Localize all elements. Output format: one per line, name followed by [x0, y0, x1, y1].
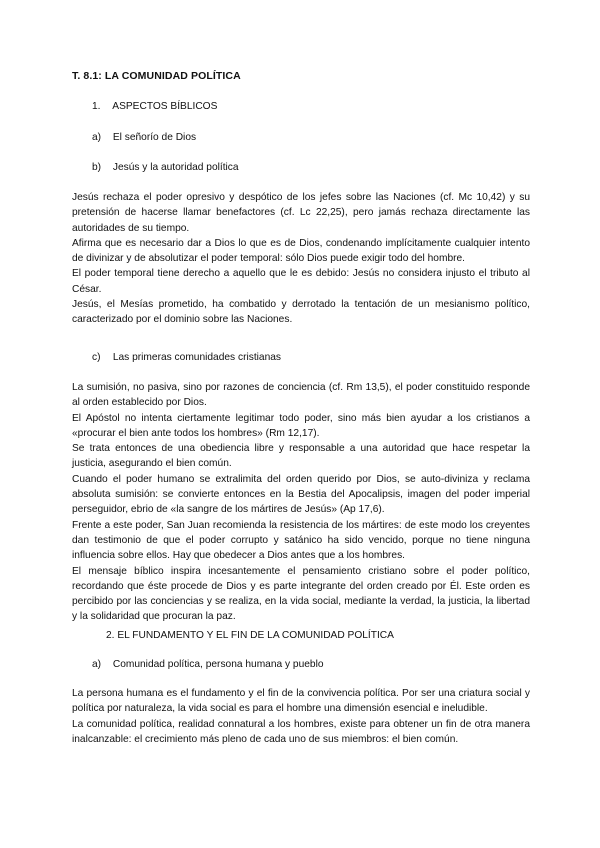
- paragraph: Afirma que es necesario dar a Dios lo que es de Dios, condenando implícitamente cualquier intento de divinizar y de absolutizar el poder temporal: sólo Dios puede exigir todo del hombre.: [72, 237, 530, 265]
- paragraph: El poder temporal tiene derecho a aquello que le es debido: Jesús no considera injusto el tributo al César.: [72, 268, 530, 295]
- paragraph: La persona humana es el fundamento y el fin de la convivencia política. Por ser una criatura social y política por naturaleza, la vida social es para el hombre una dimensión esencial e ineludible.: [72, 688, 530, 715]
- subheading-label: Jesús y la autoridad política: [112, 162, 239, 173]
- paragraph: Se trata entonces de una obediencia libre y responsable a una autoridad que hace respetar la justicia, asegurando el bien común.: [72, 443, 530, 470]
- subheading-a: [92, 132, 196, 143]
- paragraph: El mensaje bíblico inspira incesantemente el pensamiento cristiano sobre el poder político, recordando que éste procede de Dios y es parte integrante del orden creado por Él. Este orden es percibido por las conciencias y se realiza, en la vida social, mediante la verdad, la justicia, la libertad y la solidaridad que procuran la paz.: [72, 565, 530, 623]
- section-number: 1.: [92, 101, 101, 112]
- paragraph: Frente a este poder, San Juan recomienda la resistencia de los mártires: de este modo los creyentes dan testimonio de que el poder corrupto y satánico ha sido vencido, porque no tiene ninguna influencia sobre ellos. Hay que obedecer a Dios antes que a los hombres.: [72, 519, 530, 562]
- subheading-letter: c): [92, 352, 101, 363]
- section-label: 2. EL FUNDAMENTO Y EL FIN DE LA COMUNIDAD POLÍTICA: [106, 630, 394, 641]
- page-title: T. 8.1: LA COMUNIDAD POLÍTICA: [72, 70, 241, 82]
- subheading-c: [92, 352, 281, 363]
- paragraph: La comunidad política, realidad connatural a los hombres, existe para obtener un fin de otra manera inalcanzable: el crecimiento más pleno de cada uno de sus miembros: el bien común.: [72, 718, 530, 745]
- paragraph: La sumisión, no pasiva, sino por razones de conciencia (cf. Rm 13,5), el poder constituido responde al orden establecido por Dios.: [72, 382, 530, 409]
- paragraph: El Apóstol no intenta ciertamente legitimar todo poder, sino más bien ayudar a los cristianos a «procurar el bien ante todos los hombres» (Rm 12,17).: [72, 412, 530, 439]
- section-label: ASPECTOS BÍBLICOS: [112, 101, 218, 112]
- paragraph-block-2a: [72, 686, 530, 747]
- subheading-label: Comunidad política, persona humana y pueblo: [112, 659, 324, 670]
- paragraph: Jesús, el Mesías prometido, ha combatido y derrotado la tentación de un mesianismo político, caracterizado por el dominio sobre las Naciones.: [72, 299, 530, 326]
- subheading-letter: a): [92, 659, 102, 670]
- paragraph-block-b: [72, 190, 530, 328]
- subheading-b: [92, 162, 239, 173]
- paragraph: Cuando el poder humano se extralimita del orden querido por Dios, se auto-diviniza y reclama absoluta sumisión: se convierte entonces en la Bestia del Apocalipsis, imagen del poder imperial perseguidor, ebrio de «la sangre de los mártires de Jesús» (Ap 17,6).: [72, 473, 530, 516]
- section-heading-2: [106, 630, 394, 641]
- subheading-letter: a): [92, 132, 102, 143]
- paragraph-block-c: [72, 380, 530, 625]
- subheading-letter: b): [92, 162, 102, 173]
- paragraph: Jesús rechaza el poder opresivo y despótico de los jefes sobre las Naciones (cf. Mc 10,42) y su pretensión de hacerse llamar benefactores (cf. Lc 22,25), pero jamás rechaza directamente las autoridades de su tiempo.: [72, 192, 530, 234]
- subheading-label: El señorío de Dios: [112, 132, 197, 143]
- subheading-2a: [92, 659, 324, 670]
- subheading-label: Las primeras comunidades cristianas: [112, 352, 282, 363]
- section-heading-1: [92, 101, 217, 112]
